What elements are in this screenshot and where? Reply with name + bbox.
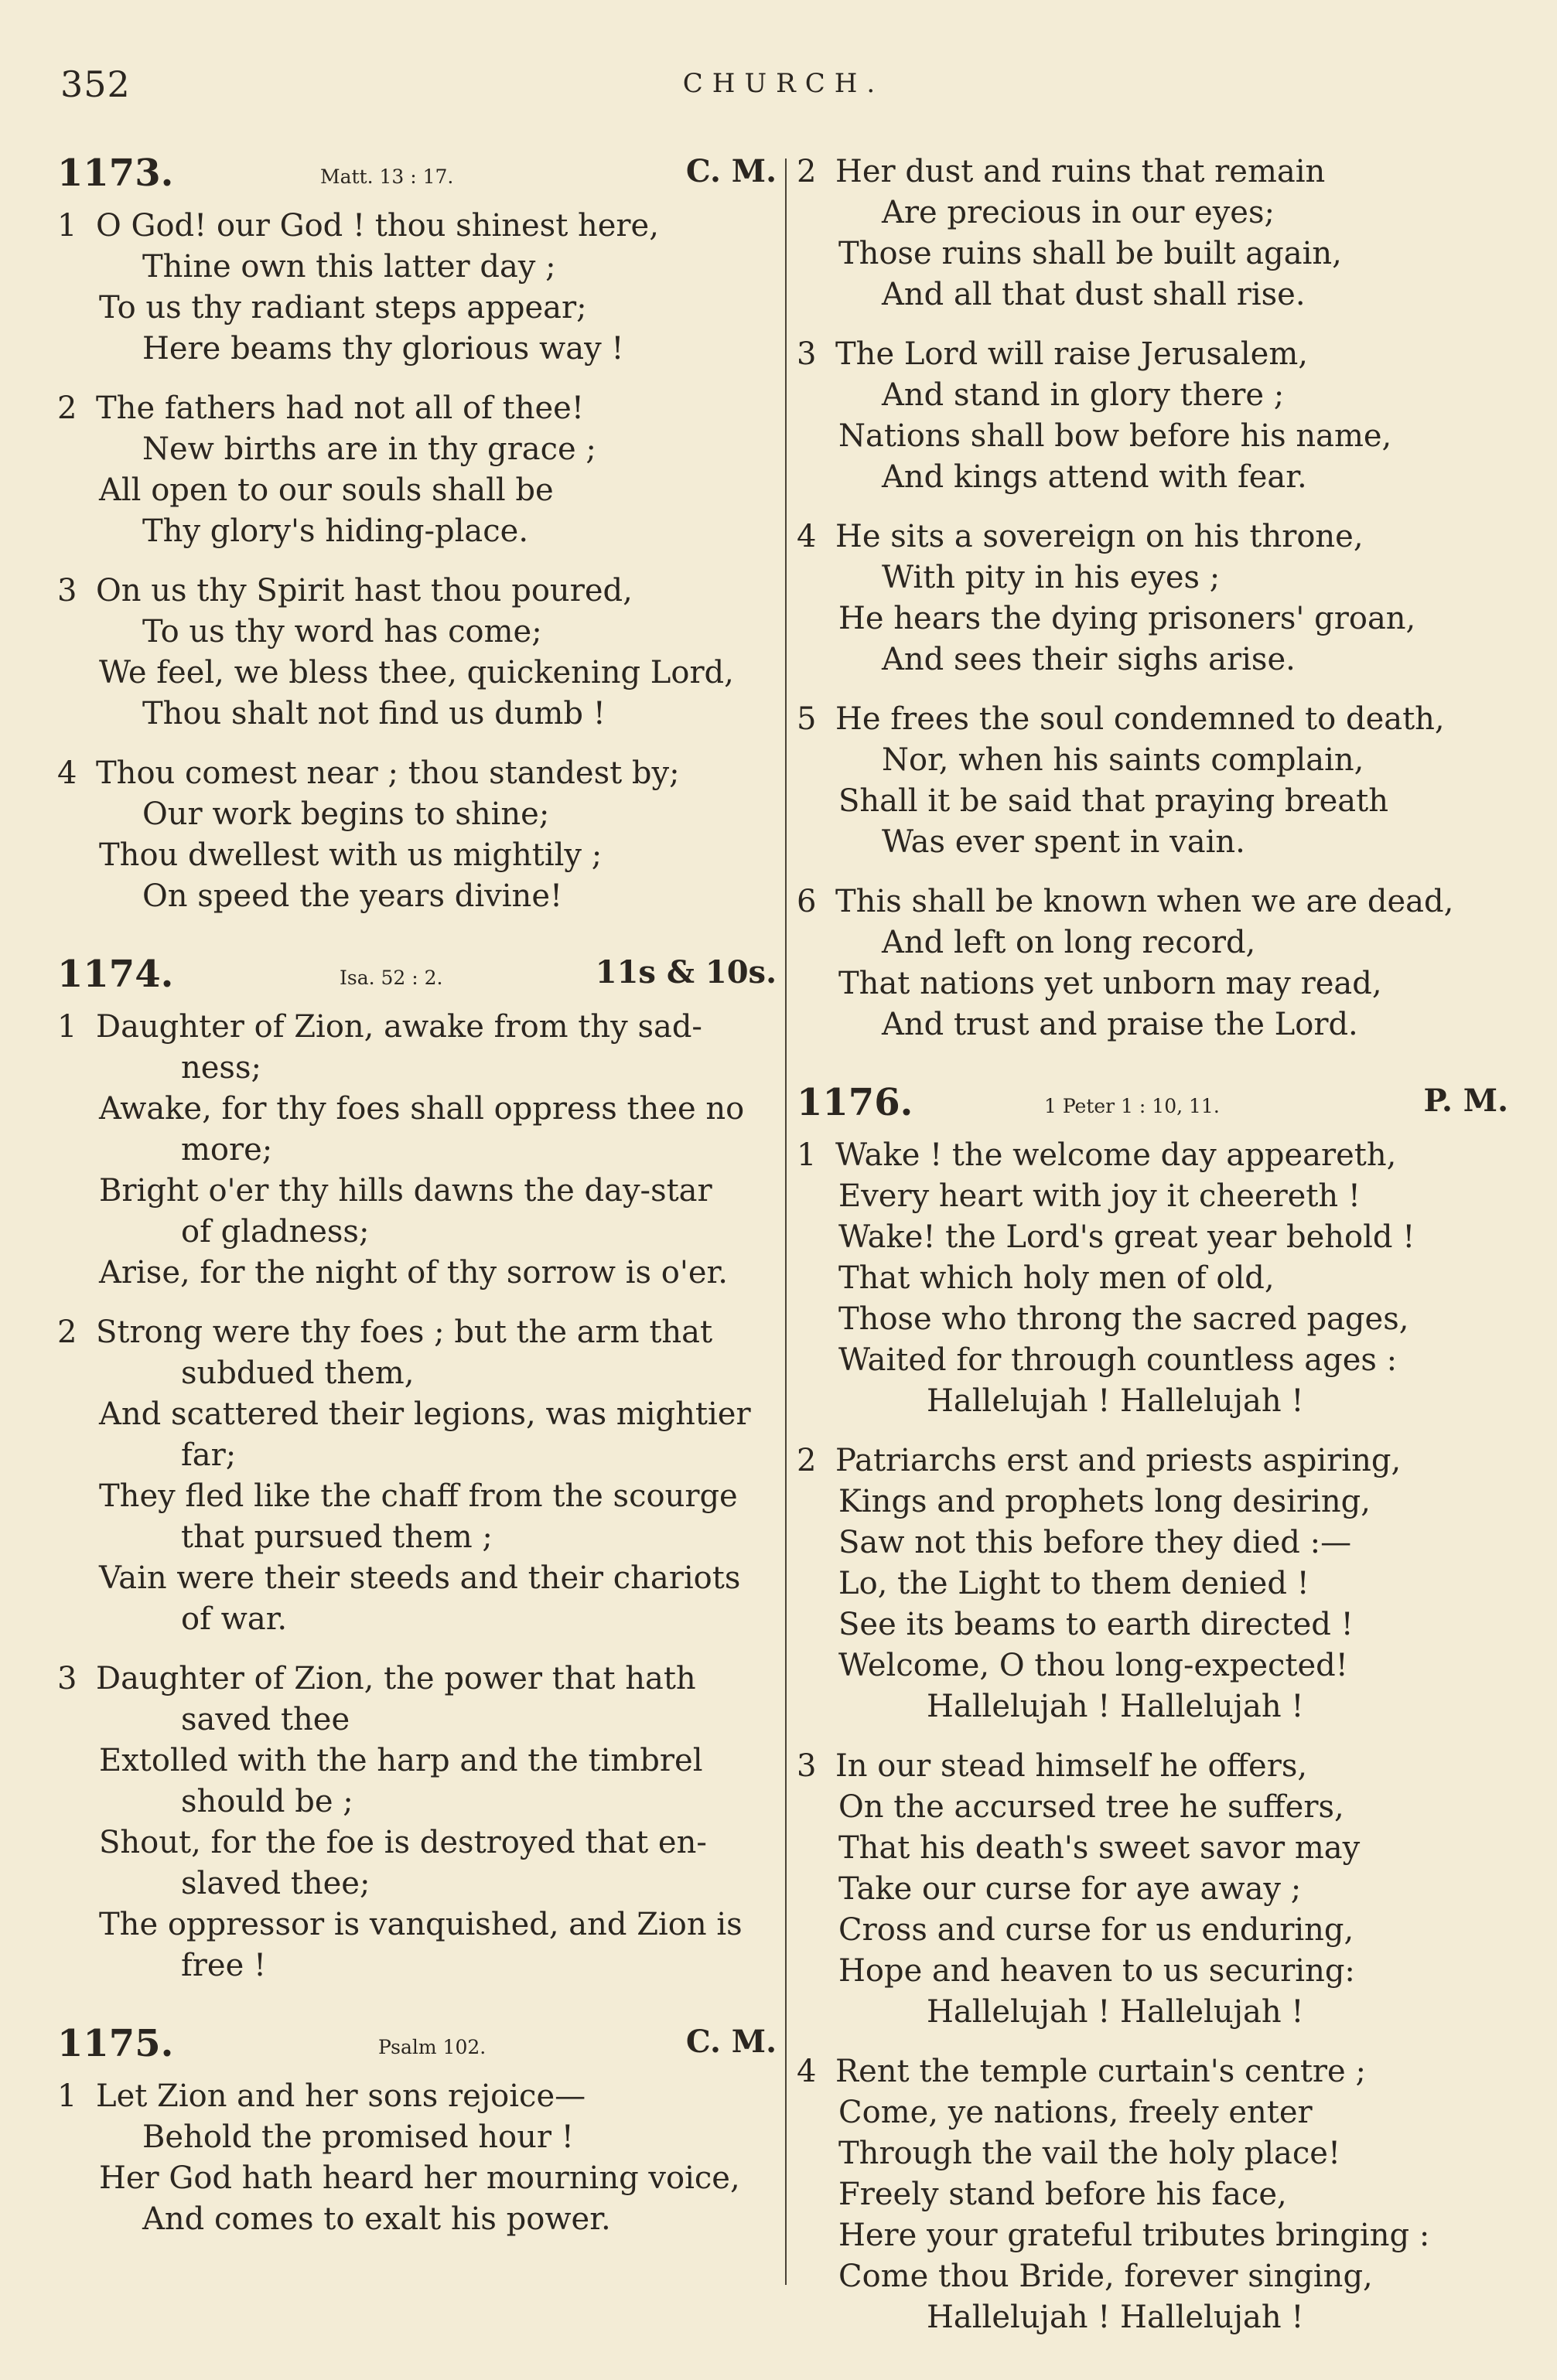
verse-line: Here beams thy glorious way !: [142, 331, 624, 367]
stanza-number: 3: [797, 336, 817, 372]
hymn-meter: C. M.: [685, 153, 777, 189]
hymn-heading: [797, 1081, 1508, 1129]
hymn-heading: [57, 152, 777, 199]
verse-line: Bright o'er thy hills dawns the day-star: [99, 1173, 712, 1209]
verse-line: Cross and curse for us enduring,: [838, 1912, 1354, 1948]
verse-line: Hope and heaven to us securing:: [838, 1953, 1355, 1989]
verse-line: On us thy Spirit hast thou poured,: [96, 573, 633, 609]
verse-line: of gladness;: [181, 1214, 370, 1250]
stanza-number: 1: [797, 1137, 817, 1173]
verse-line: In our stead himself he offers,: [835, 1748, 1308, 1784]
verse-line: Hallelujah ! Hallelujah !: [927, 2300, 1304, 2335]
verse-line: See its beams to earth directed !: [838, 1607, 1354, 1642]
hymn-heading: [57, 953, 777, 1001]
right-column: [797, 152, 1508, 2374]
verse-line: Come, ye nations, freely enter: [838, 2095, 1313, 2130]
hymn-number: 1176.: [797, 1081, 913, 1124]
verse-line: And comes to exalt his power.: [142, 2201, 611, 2237]
stanza: [57, 388, 777, 552]
verse-line: Was ever spent in vain.: [882, 824, 1245, 860]
stanza-number: 1: [57, 2078, 77, 2114]
verse-line: Waited for through countless ages :: [838, 1342, 1398, 1378]
verse-line: Thy glory's hiding-place.: [142, 513, 529, 549]
verse-line: saved thee: [181, 1702, 350, 1737]
left-column: [57, 152, 777, 2276]
verse-line: Her dust and ruins that remain: [835, 154, 1326, 189]
hymn-meter: 11s & 10s.: [595, 954, 777, 991]
verse-line: And left on long record,: [882, 925, 1256, 960]
scripture-reference: Matt. 13 : 17.: [320, 165, 454, 188]
verse-line: Thou dwellest with us mightily ;: [99, 837, 603, 873]
verse-line: On speed the years divine!: [142, 878, 563, 914]
verse-line: should be ;: [181, 1784, 353, 1819]
hymn-number: 1173.: [57, 152, 174, 195]
verse-line: Saw not this before they died :—: [838, 1525, 1352, 1560]
stanza: [57, 1659, 777, 1986]
stanza-number: 2: [797, 1443, 817, 1478]
hymn-number: 1174.: [57, 953, 174, 996]
stanza: [57, 1007, 777, 1294]
verse-line: That nations yet unborn may read,: [838, 966, 1382, 1001]
stanza-number: 1: [57, 208, 77, 244]
verse-line: All open to our souls shall be: [99, 472, 554, 508]
stanza: [797, 1441, 1508, 1727]
verse-line: Hallelujah ! Hallelujah !: [927, 1689, 1304, 1724]
verse-line: Freely stand before his face,: [838, 2177, 1287, 2212]
stanza-number: 2: [57, 390, 77, 426]
verse-line: And kings attend with fear.: [882, 459, 1307, 495]
hymn-meter: C. M.: [685, 2024, 777, 2060]
verse-line: Awake, for thy foes shall oppress thee no: [99, 1091, 745, 1127]
verse-line: We feel, we bless thee, quickening Lord,: [99, 655, 734, 690]
page-header: [60, 63, 1507, 118]
verse-line: free !: [181, 1948, 267, 1983]
verse-line: Nations shall bow before his name,: [838, 418, 1392, 454]
verse-line: Nor, when his saints complain,: [882, 742, 1364, 778]
verse-line: New births are in thy grace ;: [142, 431, 596, 467]
stanza-number: 2: [797, 154, 817, 189]
stanza: [797, 334, 1508, 498]
verse-line: That his death's sweet savor may: [838, 1830, 1361, 1866]
verse-line: Wake ! the welcome day appeareth,: [835, 1137, 1397, 1173]
stanza-number: 4: [797, 519, 817, 554]
stanza: [57, 571, 777, 735]
verse-line: And all that dust shall rise.: [882, 277, 1306, 312]
stanza-number: 1: [57, 1009, 77, 1045]
verse-line: Those who throng the sacred pages,: [838, 1301, 1409, 1337]
verse-line: Her God hath heard her mourning voice,: [99, 2160, 740, 2196]
verse-line: Patriarchs erst and priests aspiring,: [835, 1443, 1402, 1478]
stanza-number: 4: [797, 2054, 817, 2089]
verse-line: Kings and prophets long desiring,: [838, 1484, 1371, 1519]
stanza-number: 3: [57, 573, 77, 609]
stanza-number: 6: [797, 884, 817, 919]
hymn-heading: [57, 2022, 777, 2070]
verse-line: Shout, for the foe is destroyed that en-: [99, 1825, 707, 1860]
verse-line: That which holy men of old,: [838, 1260, 1275, 1296]
verse-line: The oppressor is vanquished, and Zion is: [99, 1907, 743, 1942]
verse-line: that pursued them ;: [181, 1519, 493, 1555]
verse-line: He frees the soul condemned to death,: [835, 701, 1445, 737]
hymn-1175: [57, 2022, 777, 2240]
verse-line: Shall it be said that praying breath: [838, 783, 1388, 819]
stanza: [57, 1312, 777, 1640]
verse-line: Arise, for the night of thy sorrow is o'er.: [99, 1255, 728, 1291]
verse-line: Behold the promised hour !: [142, 2119, 574, 2155]
verse-line: On the accursed tree he suffers,: [838, 1789, 1344, 1825]
verse-line: They fled like the chaff from the scourge: [99, 1478, 738, 1514]
verse-line: To us thy word has come;: [142, 614, 542, 650]
verse-line: He sits a sovereign on his throne,: [835, 519, 1364, 554]
verse-line: Wake! the Lord's great year behold !: [838, 1219, 1415, 1255]
verse-line: And scattered their legions, was mightier: [99, 1396, 751, 1432]
stanza: [57, 753, 777, 917]
stanza: [57, 206, 777, 370]
stanza: [797, 1135, 1508, 1422]
verse-line: of war.: [181, 1601, 288, 1637]
verse-line: more;: [181, 1132, 273, 1168]
verse-line: Welcome, O thou long-expected!: [838, 1648, 1348, 1683]
stanza: [797, 699, 1508, 863]
verse-line: He hears the dying prisoners' groan,: [838, 601, 1416, 636]
verse-line: slaved thee;: [181, 1866, 370, 1901]
verse-line: The Lord will raise Jerusalem,: [835, 336, 1308, 372]
verse-line: Thou comest near ; thou standest by;: [96, 755, 680, 791]
running-head: CHURCH.: [682, 68, 885, 99]
verse-line: Through the vail the holy place!: [838, 2136, 1341, 2171]
verse-line: Rent the temple curtain's centre ;: [835, 2054, 1366, 2089]
verse-line: Strong were thy foes ; but the arm that: [96, 1314, 713, 1350]
stanza-number: 3: [57, 1661, 77, 1696]
verse-line: And trust and praise the Lord.: [882, 1007, 1358, 1042]
verse-line: And sees their sighs arise.: [882, 642, 1296, 677]
hymn-meter: P. M.: [1423, 1083, 1508, 1119]
page-number: 352: [60, 63, 131, 105]
verse-line: Thine own this latter day ;: [142, 249, 556, 285]
stanza-number: 5: [797, 701, 817, 737]
hymn-1176: [797, 1081, 1508, 2338]
stanza-number: 4: [57, 755, 77, 791]
verse-line: Those ruins shall be built again,: [838, 236, 1342, 271]
verse-line: To us thy radiant steps appear;: [99, 290, 587, 326]
hymn-number: 1175.: [57, 2022, 174, 2065]
verse-line: Here your grateful tributes bringing :: [838, 2218, 1430, 2253]
verse-line: And stand in glory there ;: [882, 377, 1285, 413]
stanza: [57, 2076, 777, 2240]
verse-line: The fathers had not all of thee!: [96, 390, 584, 426]
column-divider: [785, 159, 787, 2285]
stanza: [797, 152, 1508, 315]
verse-line: Hallelujah ! Hallelujah !: [927, 1383, 1304, 1419]
verse-line: Take our curse for aye away ;: [838, 1871, 1302, 1907]
hymn-1175-continued: [797, 152, 1508, 1045]
verse-line: Lo, the Light to them denied !: [838, 1566, 1309, 1601]
stanza: [797, 1746, 1508, 2033]
hymn-1174: [57, 953, 777, 1986]
stanza-number: 2: [57, 1314, 77, 1350]
verse-line: Daughter of Zion, the power that hath: [96, 1661, 696, 1696]
verse-line: Thou shalt not find us dumb !: [142, 696, 606, 731]
verse-line: far;: [181, 1437, 237, 1473]
verse-line: Let Zion and her sons rejoice—: [96, 2078, 586, 2114]
verse-line: With pity in his eyes ;: [882, 560, 1221, 595]
hymn-1173: [57, 152, 777, 917]
verse-line: Daughter of Zion, awake from thy sad-: [96, 1009, 702, 1045]
stanza-number: 3: [797, 1748, 817, 1784]
verse-line: Our work begins to shine;: [142, 796, 550, 832]
verse-line: Every heart with joy it cheereth !: [838, 1178, 1361, 1214]
verse-line: O God! our God ! thou shinest here,: [96, 208, 659, 244]
verse-line: Vain were their steeds and their chariots: [99, 1560, 741, 1596]
scripture-reference: Isa. 52 : 2.: [340, 967, 443, 989]
stanza: [797, 2051, 1508, 2338]
verse-line: Hallelujah ! Hallelujah !: [927, 1994, 1304, 2030]
scripture-reference: 1 Peter 1 : 10, 11.: [1044, 1095, 1220, 1117]
verse-line: Extolled with the harp and the timbrel: [99, 1743, 703, 1778]
verse-line: This shall be known when we are dead,: [835, 884, 1454, 919]
scripture-reference: Psalm 102.: [378, 2036, 487, 2058]
verse-line: Are precious in our eyes;: [882, 195, 1275, 230]
stanza: [797, 881, 1508, 1045]
verse-line: ness;: [181, 1050, 261, 1086]
verse-line: subdued them,: [181, 1355, 415, 1391]
verse-line: Come thou Bride, forever singing,: [838, 2259, 1373, 2294]
stanza: [797, 517, 1508, 680]
